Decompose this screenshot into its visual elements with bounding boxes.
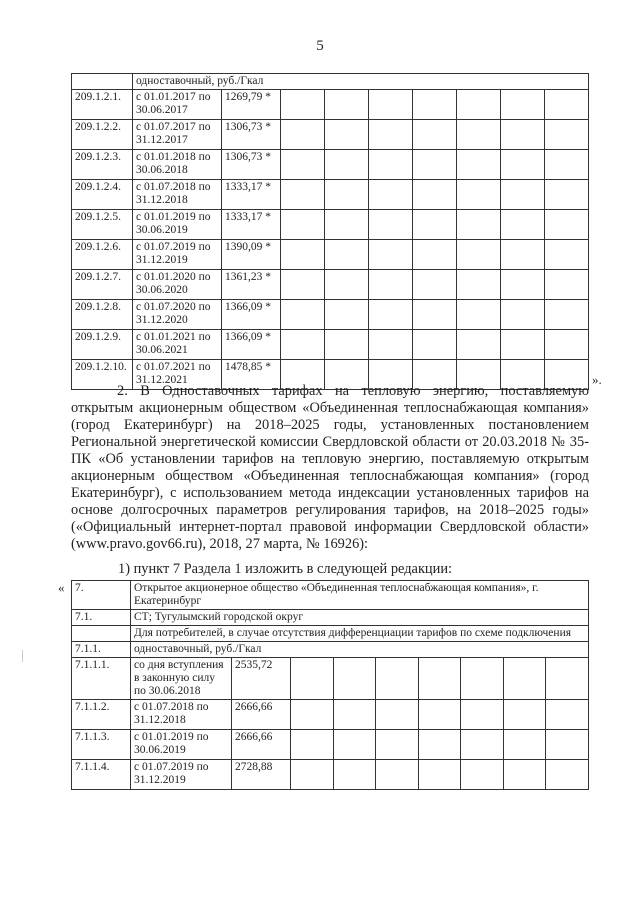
empty-cell [501, 240, 545, 270]
table-row [72, 581, 589, 610]
table-row [72, 300, 589, 330]
period-cell: с 01.01.2020 по 30.06.2020 [133, 270, 222, 300]
district-number: 7.1. [72, 610, 131, 626]
table-row [72, 270, 589, 300]
empty-cell [545, 120, 589, 150]
empty-cell [503, 760, 546, 790]
tariff-value: 2728,88 [232, 760, 291, 790]
page-number: 5 [316, 38, 324, 54]
table-cell [72, 626, 131, 642]
table-row [72, 90, 589, 120]
empty-cell [325, 210, 369, 240]
empty-cell [291, 658, 334, 700]
empty-cell [281, 90, 325, 120]
empty-cell [461, 700, 504, 730]
empty-cell [413, 90, 457, 120]
row-number: 209.1.2.10. [72, 360, 133, 390]
empty-cell [369, 180, 413, 210]
row-number: 209.1.2.6. [72, 240, 133, 270]
empty-cell [545, 150, 589, 180]
empty-cell [413, 330, 457, 360]
empty-cell [545, 300, 589, 330]
period-cell: с 01.01.2019 по 30.06.2019 [131, 730, 232, 760]
tariff-table-top [71, 73, 589, 390]
table-row [72, 760, 589, 790]
empty-cell [418, 730, 461, 760]
table-row [72, 180, 589, 210]
row-number: 7.1.1.3. [72, 730, 131, 760]
empty-cell [369, 120, 413, 150]
row-number: 209.1.2.4. [72, 180, 133, 210]
empty-cell [376, 760, 419, 790]
empty-cell [545, 270, 589, 300]
empty-cell [369, 240, 413, 270]
org-number: 7. [72, 581, 131, 610]
empty-cell [281, 240, 325, 270]
consumers-note: Для потребителей, в случае отсутствия дифференциации тарифов по схеме подключения [131, 626, 589, 642]
empty-cell [325, 300, 369, 330]
district-name: СТ; Тугулымский городской округ [131, 610, 589, 626]
empty-cell [461, 730, 504, 760]
tariff-value: 1269,79 * [222, 90, 281, 120]
empty-cell [503, 700, 546, 730]
period-cell: с 01.07.2018 по 31.12.2018 [133, 180, 222, 210]
empty-cell [413, 240, 457, 270]
empty-cell [457, 180, 501, 210]
empty-cell [503, 658, 546, 700]
empty-cell [333, 700, 376, 730]
empty-cell [461, 760, 504, 790]
tariff-value: 1306,73 * [222, 150, 281, 180]
empty-cell [369, 150, 413, 180]
empty-cell [413, 300, 457, 330]
empty-cell [369, 270, 413, 300]
period-cell: с 01.07.2020 по 31.12.2020 [133, 300, 222, 330]
empty-cell [501, 120, 545, 150]
period-cell: с 01.07.2019 по 31.12.2019 [133, 240, 222, 270]
period-cell: с 01.01.2021 по 30.06.2021 [133, 330, 222, 360]
row-number: 209.1.2.2. [72, 120, 133, 150]
row-number: 209.1.2.3. [72, 150, 133, 180]
period-cell: с 01.01.2018 по 30.06.2018 [133, 150, 222, 180]
tariff-value: 2666,66 [232, 730, 291, 760]
tariff-value: 1333,17 * [222, 210, 281, 240]
empty-cell [281, 270, 325, 300]
row-number: 209.1.2.1. [72, 90, 133, 120]
empty-cell [281, 300, 325, 330]
tariff-value: 1366,09 * [222, 330, 281, 360]
empty-cell [291, 730, 334, 760]
empty-cell [546, 700, 589, 730]
empty-cell [369, 90, 413, 120]
empty-cell [545, 180, 589, 210]
period-cell: с 01.07.2018 по 31.12.2018 [131, 700, 232, 730]
period-cell: с 01.07.2017 по 31.12.2017 [133, 120, 222, 150]
empty-cell [457, 330, 501, 360]
row-number: 209.1.2.9. [72, 330, 133, 360]
empty-cell [457, 240, 501, 270]
empty-cell [325, 90, 369, 120]
empty-cell [333, 730, 376, 760]
row-number: 209.1.2.7. [72, 270, 133, 300]
tariff-value: 1306,73 * [222, 120, 281, 150]
empty-cell [545, 90, 589, 120]
empty-cell [501, 270, 545, 300]
empty-cell [376, 700, 419, 730]
closing-quote: ». [592, 372, 602, 387]
empty-cell [457, 300, 501, 330]
empty-cell [325, 120, 369, 150]
empty-cell [369, 330, 413, 360]
tariff-value: 1366,09 * [222, 300, 281, 330]
table-row [72, 730, 589, 760]
table-row [72, 658, 589, 700]
empty-cell [325, 150, 369, 180]
empty-cell [376, 730, 419, 760]
empty-cell [545, 240, 589, 270]
empty-cell [376, 658, 419, 700]
table-row [72, 150, 589, 180]
table-row [72, 74, 589, 90]
empty-cell [281, 210, 325, 240]
empty-cell [457, 210, 501, 240]
empty-cell [325, 240, 369, 270]
period-cell: со дня вступления в законную силу по 30.06.2018 [131, 658, 232, 700]
empty-cell [325, 270, 369, 300]
row-number: 7.1.1.1. [72, 658, 131, 700]
opening-quote: « [58, 580, 65, 595]
table-row [72, 642, 589, 658]
empty-cell [413, 180, 457, 210]
row-number: 209.1.2.8. [72, 300, 133, 330]
empty-cell [413, 150, 457, 180]
period-cell: с 01.07.2021 по 31.12.2021 [133, 360, 222, 390]
empty-cell [546, 760, 589, 790]
period-cell: с 01.07.2019 по 31.12.2019 [131, 760, 232, 790]
empty-cell [413, 270, 457, 300]
empty-cell [325, 330, 369, 360]
period-cell: с 01.01.2017 по 30.06.2017 [133, 90, 222, 120]
empty-cell [457, 120, 501, 150]
empty-cell [501, 150, 545, 180]
paragraph-2: 2. В Одноставочных тарифах на тепловую энергию, поставляемую открытым акционерным обществом «Объединенная теплоснабжающая компания» (город Екатеринбург) на 2018–2025 годы, установленных постановлением Региональной энергетической комиссии Свердловской области от 20.03.2018 № 35-ПК «Об установлении тарифов на тепловую энергию, поставляемую открытым акционерным обществом «Объединенная теплоснабжающая компания» (город Екатеринбург), с использованием метода индексации установленных тарифов на основе долгосрочных параметров регулирования тарифов, на 2018–2025 годы» («Официальный интернет-портал правовой информации Свердловской области» (www.pravo.gov66.ru), 2018, 27 марта, № 16926): [71, 383, 589, 552]
empty-cell [281, 120, 325, 150]
row-number: 7.1.1.4. [72, 760, 131, 790]
empty-cell [501, 210, 545, 240]
org-name: Открытое акционерное общество «Объединенная теплоснабжающая компания», г. Екатеринбург [131, 581, 589, 610]
empty-cell [457, 90, 501, 120]
empty-cell [325, 180, 369, 210]
tariff-table-bottom [71, 580, 589, 790]
margin-mark [22, 650, 23, 662]
tariff-value: 1333,17 * [222, 180, 281, 210]
tariff-value: 1478,85 * [222, 360, 281, 390]
table-row [72, 626, 589, 642]
empty-cell [291, 760, 334, 790]
table-row [72, 700, 589, 730]
empty-cell [281, 180, 325, 210]
table-row [72, 610, 589, 626]
table-row [72, 330, 589, 360]
table-cell [72, 74, 133, 90]
empty-cell [545, 210, 589, 240]
empty-cell [501, 180, 545, 210]
empty-cell [546, 730, 589, 760]
rate-type-label: одноставочный, руб./Гкал [131, 642, 589, 658]
rate-number: 7.1.1. [72, 642, 131, 658]
empty-cell [369, 300, 413, 330]
empty-cell [281, 330, 325, 360]
empty-cell [418, 700, 461, 730]
empty-cell [291, 700, 334, 730]
empty-cell [369, 210, 413, 240]
empty-cell [545, 330, 589, 360]
empty-cell [457, 270, 501, 300]
empty-cell [501, 300, 545, 330]
period-cell: с 01.01.2019 по 30.06.2019 [133, 210, 222, 240]
rate-type-label: одноставочный, руб./Гкал [133, 74, 589, 90]
empty-cell [503, 730, 546, 760]
tariff-value: 2666,66 [232, 700, 291, 730]
empty-cell [413, 210, 457, 240]
empty-cell [333, 658, 376, 700]
subitem-1: 1) пункт 7 Раздела 1 изложить в следующей редакции: [118, 561, 453, 577]
tariff-value: 1390,09 * [222, 240, 281, 270]
row-number: 209.1.2.5. [72, 210, 133, 240]
empty-cell [457, 150, 501, 180]
table-row [72, 240, 589, 270]
empty-cell [501, 330, 545, 360]
empty-cell [501, 90, 545, 120]
empty-cell [281, 150, 325, 180]
empty-cell [418, 658, 461, 700]
empty-cell [461, 658, 504, 700]
tariff-value: 1361,23 * [222, 270, 281, 300]
empty-cell [418, 760, 461, 790]
table-row [72, 210, 589, 240]
empty-cell [413, 120, 457, 150]
empty-cell [546, 658, 589, 700]
row-number: 7.1.1.2. [72, 700, 131, 730]
empty-cell [333, 760, 376, 790]
tariff-value: 2535,72 [232, 658, 291, 700]
table-row [72, 120, 589, 150]
